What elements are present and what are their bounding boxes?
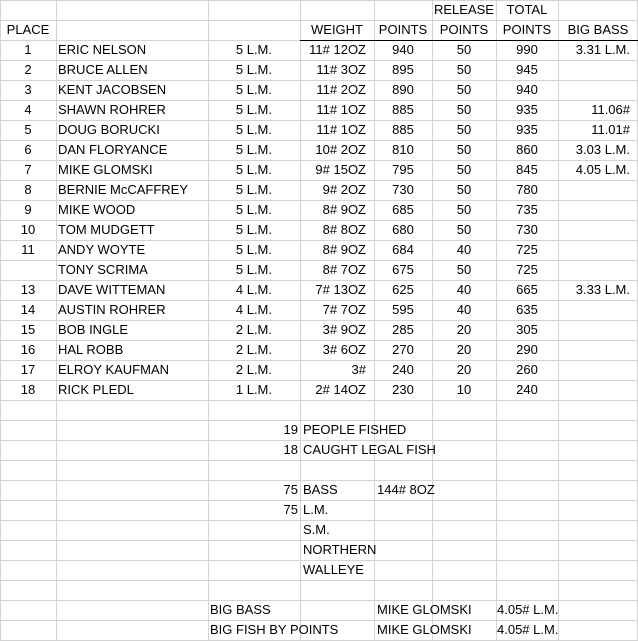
row-fish-count: 5 L.M. bbox=[235, 222, 272, 237]
row-place: 18 bbox=[20, 382, 36, 397]
row-release-points: 50 bbox=[456, 42, 472, 57]
row-weight: 11# 2OZ bbox=[316, 82, 366, 97]
row-place: 3 bbox=[24, 82, 32, 97]
row-weight: 8# 8OZ bbox=[322, 222, 366, 237]
row-big-bass bbox=[558, 380, 630, 400]
row-angler-name: BERNIE McCAFFREY bbox=[58, 182, 189, 197]
big-bass-award-winner: MIKE GLOMSKI bbox=[377, 602, 472, 617]
header-total-top: TOTAL bbox=[506, 2, 548, 17]
row-big-bass bbox=[558, 320, 630, 340]
row-weight: 2# 14OZ bbox=[315, 382, 366, 397]
row-weight: 7# 13OZ bbox=[315, 282, 366, 297]
row-angler-name: DAVE WITTEMAN bbox=[58, 282, 166, 297]
row-release-points: 50 bbox=[456, 182, 472, 197]
row-total-points: 240 bbox=[516, 382, 538, 397]
header-total-bottom: POINTS bbox=[502, 22, 552, 37]
row-big-bass: 11.01# bbox=[591, 122, 630, 137]
row-place bbox=[0, 260, 56, 280]
row-points: 675 bbox=[392, 262, 414, 277]
row-fish-count: 5 L.M. bbox=[235, 142, 272, 157]
row-total-points: 635 bbox=[516, 302, 538, 317]
row-big-bass bbox=[558, 260, 630, 280]
row-fish-count: 2 L.M. bbox=[235, 322, 272, 337]
row-total-points: 725 bbox=[516, 262, 538, 277]
row-angler-name: BOB INGLE bbox=[58, 322, 129, 337]
row-points: 684 bbox=[392, 242, 414, 257]
row-weight: 9# 2OZ bbox=[322, 182, 366, 197]
row-points: 625 bbox=[392, 282, 414, 297]
row-fish-count: 4 L.M. bbox=[235, 302, 272, 317]
row-place: 17 bbox=[20, 362, 36, 377]
row-release-points: 40 bbox=[456, 302, 472, 317]
row-weight: 8# 9OZ bbox=[322, 242, 366, 257]
row-points: 270 bbox=[392, 342, 414, 357]
people-fished-label: PEOPLE FISHED bbox=[303, 422, 407, 437]
row-angler-name: TOM MUDGETT bbox=[58, 222, 155, 237]
row-points: 240 bbox=[392, 362, 414, 377]
row-total-points: 305 bbox=[516, 322, 538, 337]
row-fish-count: 5 L.M. bbox=[235, 42, 272, 57]
row-big-bass bbox=[558, 220, 630, 240]
lm-label: L.M. bbox=[303, 502, 329, 517]
row-big-bass bbox=[558, 340, 630, 360]
row-total-points: 725 bbox=[516, 242, 538, 257]
row-weight: 11# 1OZ bbox=[316, 102, 366, 117]
header-weight: WEIGHT bbox=[311, 22, 363, 37]
row-angler-name: DAN FLORYANCE bbox=[58, 142, 168, 157]
row-points: 895 bbox=[392, 62, 414, 77]
grid-hline bbox=[0, 460, 638, 461]
row-release-points: 10 bbox=[456, 382, 472, 397]
row-release-points: 20 bbox=[456, 322, 472, 337]
row-weight: 10# 2OZ bbox=[315, 142, 366, 157]
row-place: 6 bbox=[24, 142, 32, 157]
row-fish-count: 5 L.M. bbox=[235, 82, 272, 97]
row-weight: 3# 9OZ bbox=[322, 322, 366, 337]
row-total-points: 935 bbox=[516, 122, 538, 137]
row-angler-name: MIKE WOOD bbox=[58, 202, 136, 217]
row-fish-count: 5 L.M. bbox=[235, 62, 272, 77]
row-place: 1 bbox=[24, 42, 32, 57]
big-bass-award-label: BIG BASS bbox=[210, 602, 271, 617]
row-fish-count: 5 L.M. bbox=[235, 242, 272, 257]
row-fish-count: 5 L.M. bbox=[235, 182, 272, 197]
row-total-points: 940 bbox=[516, 82, 538, 97]
caught-legal-count: 18 bbox=[283, 442, 298, 457]
row-points: 595 bbox=[392, 302, 414, 317]
row-angler-name: AUSTIN ROHRER bbox=[58, 302, 166, 317]
people-fished-count: 19 bbox=[283, 422, 298, 437]
row-weight: 9# 15OZ bbox=[315, 162, 366, 177]
row-place: 5 bbox=[24, 122, 32, 137]
row-weight: 8# 7OZ bbox=[322, 262, 366, 277]
row-angler-name: ANDY WOYTE bbox=[58, 242, 146, 257]
northern-label: NORTHERN bbox=[303, 542, 377, 557]
row-place: 15 bbox=[20, 322, 36, 337]
row-release-points: 50 bbox=[456, 202, 472, 217]
row-points: 685 bbox=[392, 202, 414, 217]
row-angler-name: KENT JACOBSEN bbox=[58, 82, 167, 97]
header-release-bottom: POINTS bbox=[439, 22, 489, 37]
row-release-points: 20 bbox=[456, 362, 472, 377]
walleye-label: WALLEYE bbox=[303, 562, 364, 577]
row-total-points: 945 bbox=[516, 62, 538, 77]
row-points: 730 bbox=[392, 182, 414, 197]
row-big-bass: 4.05 L.M. bbox=[575, 162, 630, 177]
row-release-points: 20 bbox=[456, 342, 472, 357]
row-fish-count: 2 L.M. bbox=[235, 362, 272, 377]
row-angler-name: ELROY KAUFMAN bbox=[58, 362, 170, 377]
row-big-bass: 3.31 L.M. bbox=[575, 42, 630, 57]
big-bass-award-value: 4.05# L.M. bbox=[497, 602, 559, 617]
bass-count: 75 bbox=[283, 482, 298, 497]
caught-legal-label: CAUGHT LEGAL FISH bbox=[303, 442, 436, 457]
row-big-bass: 3.03 L.M. bbox=[575, 142, 630, 157]
row-place: 9 bbox=[24, 202, 32, 217]
row-total-points: 860 bbox=[516, 142, 538, 157]
row-angler-name: MIKE GLOMSKI bbox=[58, 162, 153, 177]
row-big-bass bbox=[558, 180, 630, 200]
row-total-points: 730 bbox=[516, 222, 538, 237]
row-place: 16 bbox=[20, 342, 36, 357]
row-fish-count: 5 L.M. bbox=[235, 162, 272, 177]
row-total-points: 990 bbox=[516, 42, 538, 57]
row-release-points: 50 bbox=[456, 82, 472, 97]
row-place: 10 bbox=[20, 222, 36, 237]
header-points: POINTS bbox=[378, 22, 428, 37]
grid-hline bbox=[0, 580, 638, 581]
row-big-bass bbox=[558, 200, 630, 220]
big-fish-points-winner: MIKE GLOMSKI bbox=[377, 622, 472, 637]
row-points: 940 bbox=[392, 42, 414, 57]
row-points: 795 bbox=[392, 162, 414, 177]
row-weight: 11# 12OZ bbox=[309, 42, 366, 57]
row-place: 7 bbox=[24, 162, 32, 177]
row-big-bass bbox=[558, 360, 630, 380]
row-angler-name: HAL ROBB bbox=[58, 342, 124, 357]
row-release-points: 50 bbox=[456, 222, 472, 237]
row-weight: 7# 7OZ bbox=[322, 302, 366, 317]
row-points: 885 bbox=[392, 122, 414, 137]
row-total-points: 845 bbox=[516, 162, 538, 177]
row-release-points: 40 bbox=[456, 282, 472, 297]
row-points: 810 bbox=[392, 142, 414, 157]
row-big-bass: 3.33 L.M. bbox=[575, 282, 630, 297]
row-release-points: 50 bbox=[456, 142, 472, 157]
row-total-points: 735 bbox=[516, 202, 538, 217]
row-big-bass bbox=[558, 240, 630, 260]
row-fish-count: 5 L.M. bbox=[235, 262, 272, 277]
row-points: 680 bbox=[392, 222, 414, 237]
big-fish-points-label: BIG FISH BY POINTS bbox=[210, 622, 339, 637]
row-weight: 11# 3OZ bbox=[316, 62, 366, 77]
row-place: 13 bbox=[20, 282, 36, 297]
row-place: 14 bbox=[20, 302, 36, 317]
row-fish-count: 5 L.M. bbox=[235, 102, 272, 117]
row-big-bass bbox=[558, 300, 630, 320]
row-points: 285 bbox=[392, 322, 414, 337]
row-points: 890 bbox=[392, 82, 414, 97]
row-place: 8 bbox=[24, 182, 32, 197]
lm-count: 75 bbox=[283, 502, 298, 517]
bass-weight: 144# 8OZ bbox=[377, 482, 435, 497]
row-weight: 8# 9OZ bbox=[322, 202, 366, 217]
row-fish-count: 5 L.M. bbox=[235, 122, 272, 137]
row-total-points: 290 bbox=[516, 342, 538, 357]
row-weight: 3# 6OZ bbox=[322, 342, 366, 357]
row-release-points: 50 bbox=[456, 122, 472, 137]
header-release-top: RELEASE bbox=[434, 2, 494, 17]
row-big-bass: 11.06# bbox=[591, 102, 630, 117]
big-fish-points-value: 4.05# L.M. bbox=[497, 622, 559, 637]
row-release-points: 50 bbox=[456, 162, 472, 177]
row-angler-name: BRUCE ALLEN bbox=[58, 62, 148, 77]
row-fish-count: 4 L.M. bbox=[235, 282, 272, 297]
row-big-bass bbox=[558, 60, 630, 80]
row-place: 11 bbox=[21, 242, 35, 257]
row-angler-name: ERIC NELSON bbox=[58, 42, 147, 57]
grid-hline bbox=[0, 400, 638, 401]
row-release-points: 50 bbox=[456, 102, 472, 117]
row-weight: 3# bbox=[351, 362, 366, 377]
sm-label: S.M. bbox=[303, 522, 330, 537]
row-release-points: 50 bbox=[456, 62, 472, 77]
bass-label: BASS bbox=[303, 482, 338, 497]
row-angler-name: TONY SCRIMA bbox=[58, 262, 148, 277]
row-fish-count: 5 L.M. bbox=[235, 202, 272, 217]
row-release-points: 40 bbox=[456, 242, 472, 257]
row-big-bass bbox=[558, 80, 630, 100]
row-total-points: 780 bbox=[516, 182, 538, 197]
row-total-points: 260 bbox=[516, 362, 538, 377]
row-fish-count: 2 L.M. bbox=[235, 342, 272, 357]
row-release-points: 50 bbox=[456, 262, 472, 277]
header-place: PLACE bbox=[6, 22, 50, 37]
row-points: 230 bbox=[392, 382, 414, 397]
row-fish-count: 1 L.M. bbox=[235, 382, 272, 397]
header-big-bass: BIG BASS bbox=[567, 22, 629, 37]
row-angler-name: RICK PLEDL bbox=[58, 382, 134, 397]
row-place: 4 bbox=[24, 102, 32, 117]
row-place: 2 bbox=[24, 62, 32, 77]
row-points: 885 bbox=[392, 102, 414, 117]
row-angler-name: SHAWN ROHRER bbox=[58, 102, 166, 117]
row-angler-name: DOUG BORUCKI bbox=[58, 122, 160, 137]
row-total-points: 665 bbox=[516, 282, 538, 297]
row-weight: 11# 1OZ bbox=[316, 122, 366, 137]
row-total-points: 935 bbox=[516, 102, 538, 117]
